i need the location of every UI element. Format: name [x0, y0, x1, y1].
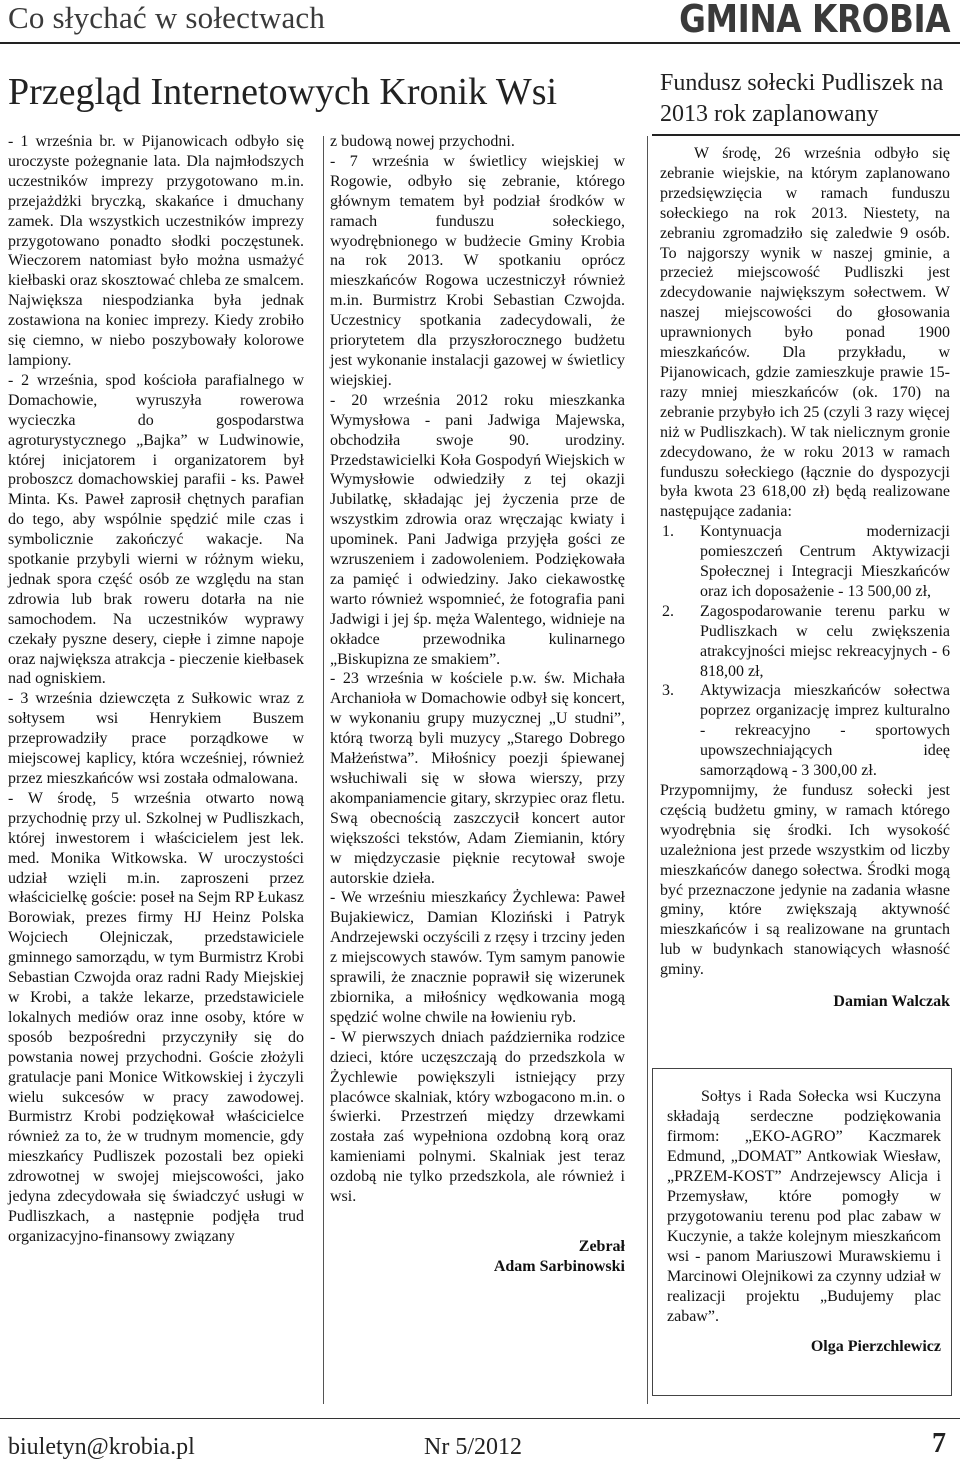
author-name: Damian Walczak [833, 993, 950, 1011]
paragraph: - 1 września br. w Pijanowicach odbyło się uroczyste pożegnanie lata. Dla najmłodszych uczestników imprezy przygotowano m.in. przejażdżki bryczką, skakańce i dmuchany zamek. Dla wszystkich uczestników imprezy przygotowano ponadto słodki poczęstunek. Wieczorem natomiast było można usmażyć kiełbaski oraz skosztować chleba ze smalcem. Największa niespodzianka była jednak zostawiona na koniec imprezy. Kiedy zrobiło się ciemno, w niebo poszybowały kolorowe lampiony. [8, 133, 304, 369]
issue-number: Nr 5/2012 [424, 1434, 522, 1460]
paragraph: - 23 września w kościele p.w. św. Michała Archanioła w Domachowie odbył się koncert, w wykonaniu grupy muzycznej „U studni”, którą tworzą byli muzycy „Starego Dobrego Małżeństwa”. Miłośnicy poezji śpiewanej wsłuchiwali się w słowa wierszy, przy akompaniamencie gitary, skrzypiec oraz fletu. Swą obecnością zaszczycił koncert autor większości tekstów, Adam Ziemianin, który w międzyczasie pięknie recytował swoje autorskie dzieła. [330, 670, 625, 887]
author-name: Adam Sarbinowski [493, 1257, 625, 1275]
section-title: Co słychać w sołectwach [8, 0, 326, 35]
paragraph: - We wrześniu mieszkańcy Żychlewa: Paweł Bujakiewicz, Damian Kloziński i Patryk Andrzejewski oczyścili z rzęsy i trzciny jeden z miejscowych stawów. Tym samym panowie sprawili, że znacznie poprawił się wizerunek zbiornika, a miłośnicy wędkowania mogą spędzić wolne chwile na łowieniu ryb. [330, 889, 625, 1026]
spacer [330, 1207, 625, 1237]
page-number: 7 [932, 1428, 946, 1459]
list-number: 1. [662, 523, 674, 541]
side-heading-divider [652, 134, 960, 136]
side-article-heading: Fundusz sołecki Pudliszek na 2013 rok zaplanowany [660, 70, 944, 127]
list-number: 3. [662, 682, 674, 700]
list-number: 2. [662, 602, 674, 620]
paragraph: W środę, 26 września odbyło się zebranie wiejskie, na którym zaplanowano przedsięwzięcia w ramach funduszu sołeckiego na rok 2013. Niestety, na zebraniu zgromadziło się zaledwie 9 osób. To najgorszy wynik w naszej gminie, a przecież miejscowość Pudliszki jest zdecydowanie największym sołectwem. W naszej miejscowości do głosowania uprawnionych było ponad 1900 mieszkańców. Dla przykładu, w Pijanowicach, gdzie zamieszkuje prawie 15-razy mniej mieszkańców (ok. 170) na zebranie przybyło ich 25 (czyli 3 razy więcej niż w Pudliszkach). W tak nielicznym gronie zdecydowano, że w roku 2013 w ramach funduszu sołeckiego (łącznie do dyspozycji była kwota 23 618,00 zł) będą realizowane następujące zadania: [660, 145, 950, 521]
task-list [660, 522, 950, 781]
thanks-text: Sołtys i Rada Sołecka wsi Kuczyna składają serdeczne podziękowania firmom: „EKO-AGRO” Kaczmarek Edmund, „DOMAT” Antkowiak Wiesław, „PRZEM-KOST” Andrzejewscy Alicja i Przemysław, które pomogły w przygotowaniu terenu pod plac zabaw w Kuczynie, a także kolejnym mieszkańcom wsi - panom Mariuszowi Murawskiemu i Marcinowi Olejnikowi za czynny udział w realizacji projektu „Budujemy plac zabaw”. [667, 1088, 941, 1325]
list-item [660, 681, 950, 781]
thanks-signature: Olga Pierzchlewicz [810, 1338, 941, 1355]
column-divider [323, 136, 324, 1404]
paragraph: - 7 września w świetlicy wiejskiej w Rogowie, odbyło się zebranie, którego głównym tematem był podział środków w ramach funduszu sołeckiego, wyodrębnionego w budżecie Gminy Krobia na rok 2013. W spotkaniu oprócz mieszkańców Rogowa uczestniczył również m.in. Burmistrz Krobi Sebastian Czwojda. Uczestnicy spotkania zadecydowali, że priorytetem dla przyszłorocznego budżetu jest wykonanie instalacji gazowej w świetlicy wiejskiej. [330, 152, 625, 389]
paragraph: - 3 września dziewczęta z Sułkowic wraz z sołtysem wsi Henrykiem Buszem przeprowadziły prace porządkowe w miejscowej kaplicy, która wcześniej, również przez mieszkańców wsi została odmalowana. [8, 690, 304, 787]
paragraph: z budową nowej przychodni. [330, 133, 515, 150]
footer-email: biuletyn@krobia.pl [8, 1434, 195, 1460]
paragraph: Przypomnijmy, że fundusz sołecki jest częścią budżetu gminy, w ramach którego wyodrębnia się środki. Ich wysokość uzależniona jest przede wszystkim od liczby mieszkańców danego sołectwa. Środki mogą być przeznaczone jedynie na zadania własne gminy, które zwiększają aktywność mieszkańców i są realizowane na gruntach lub w budynkach stanowiących własność gminy. [660, 782, 950, 979]
footer-divider [0, 1418, 960, 1419]
article-column-1 [8, 132, 304, 1247]
author-label: Zebrał [578, 1237, 625, 1255]
paragraph: - 20 września 2012 roku mieszkanka Wymysłowa - pani Jadwiga Majewska, obchodziła swoje 90. urodziny. Przedstawicielki Koła Gospodyń Wiejskich w Wymysłowie odwiedziły z tej okazji Jubilatkę, składając jej życzenia prze de wszystkim zdrowia oraz wręczając kwiaty i upominek. Pani Jadwiga przyjęła gości ze wzruszeniem i zadowoleniem. Podziękowała za pamięć i odwiedziny. Jako ciekawostkę warto również wspomnieć, że fotografia pani Jadwigi i jej śp. męża Walentego, widnieje na okładce przewodnika kulinarnego „Biskupizna ze smakiem”. [330, 391, 625, 668]
paragraph: - W pierwszych dniach października rodzice dzieci, które uczęszczają do przedszkola w Żychlewie powiększyli istniejący przy placówce skalniak, który wzbogacono m.in. o świerki. Przestrzeń między drzewkami została zaś wypełniona ozdobną korą oraz kamieniami polnymi. Skalniak jest teraz ozdobą nie tylko przedszkola, ale również i wsi. [330, 1028, 625, 1206]
paragraph: - 2 września, spod kościoła parafialnego w Domachowie, wyruszyła rowerowa wycieczka do gospodarstwa agroturystycznego „Bajka” w Ludwinowie, której inicjatorem i organizatorem był proboszcz domachowskiej parafii - ks. Paweł Minta. Ks. Paweł zaprosił chętnych parafian do tego, aby wspólnie spędzić mile czas i symbolicznie zakończyć wakacje. Na spotkanie przybyli wierni w różnym wieku, jednak spora część osób ze względu na stan zdrowia lub brak roweru dotarła na nie samochodem. Na uczestników wyprawy czekały pyszne desery, ciepłe i zimne napoje oraz największa atrakcja - pieczenie kiełbasek nad ogniskiem. [8, 371, 304, 688]
list-item [660, 602, 950, 682]
brand-logo: GMINA KROBIA [679, 0, 950, 41]
list-text: Kontynuacja modernizacji pomieszczeń Centrum Aktywizacji Społecznej i Integracji Mieszkańców oraz ich doposażenie - 13 500,00 zł, [700, 523, 950, 600]
article-heading: Przegląd Internetowych Kronik Wsi [8, 71, 558, 113]
thanks-box [652, 1068, 952, 1396]
list-text: Aktywizacja mieszkańców sołectwa poprzez organizację imprez kulturalno - rekreacyjno - sportowych upowszechniających ideę samorządową - 3 300,00 zł. [700, 682, 950, 780]
header-divider [0, 42, 960, 44]
paragraph: - W środę, 5 września otwarto nową przychodnię przy ul. Szkolnej w Pudliszkach, której inwestorem i właścicielem jest lek. med. Monika Witkowska. W uroczystości udział wzięli m.in. zaproszeni przez właścicielkę goście: poseł na Sejm RP Łukasz Borowiak, prezes firmy HJ Heinz Polska Wojciech Olejniczak, przedstawiciele gminnego samorządu, w tym Burmistrz Krobi Sebastian Czwojda oraz radni Rady Miejskiej w Krobi, a także lekarze, przedstawiciele lokalnych mediów oraz inne osoby, które w sposób bezpośredni przyczyniły się do powstania nowej przychodni. Goście złożyli gratulacje pani Monice Witkowskiej i życzyli wielu sukcesów w pracy zawodowej. Burmistrz Krobi podziękował właścicielce również za to, że w trudnym momencie, gdy mieszkańcy Pudliszek pozostali bez opieki zdrowotnej w swojej miejscowości, jako jedyna zdecydowała się świadczyć usługi w Pudliszkach, a następnie podjęła trud organizacyjno-finansowy związany [8, 789, 304, 1245]
article-column-2 [330, 132, 625, 1277]
article-column-3 [660, 144, 950, 1012]
list-text: Zagospodarowanie terenu parku w Pudliszkach w celu zwiększenia atrakcyjności miejsc rekreacyjnych - 6 818,00 zł, [700, 602, 950, 680]
list-item [660, 522, 950, 602]
column-divider [647, 136, 648, 1404]
